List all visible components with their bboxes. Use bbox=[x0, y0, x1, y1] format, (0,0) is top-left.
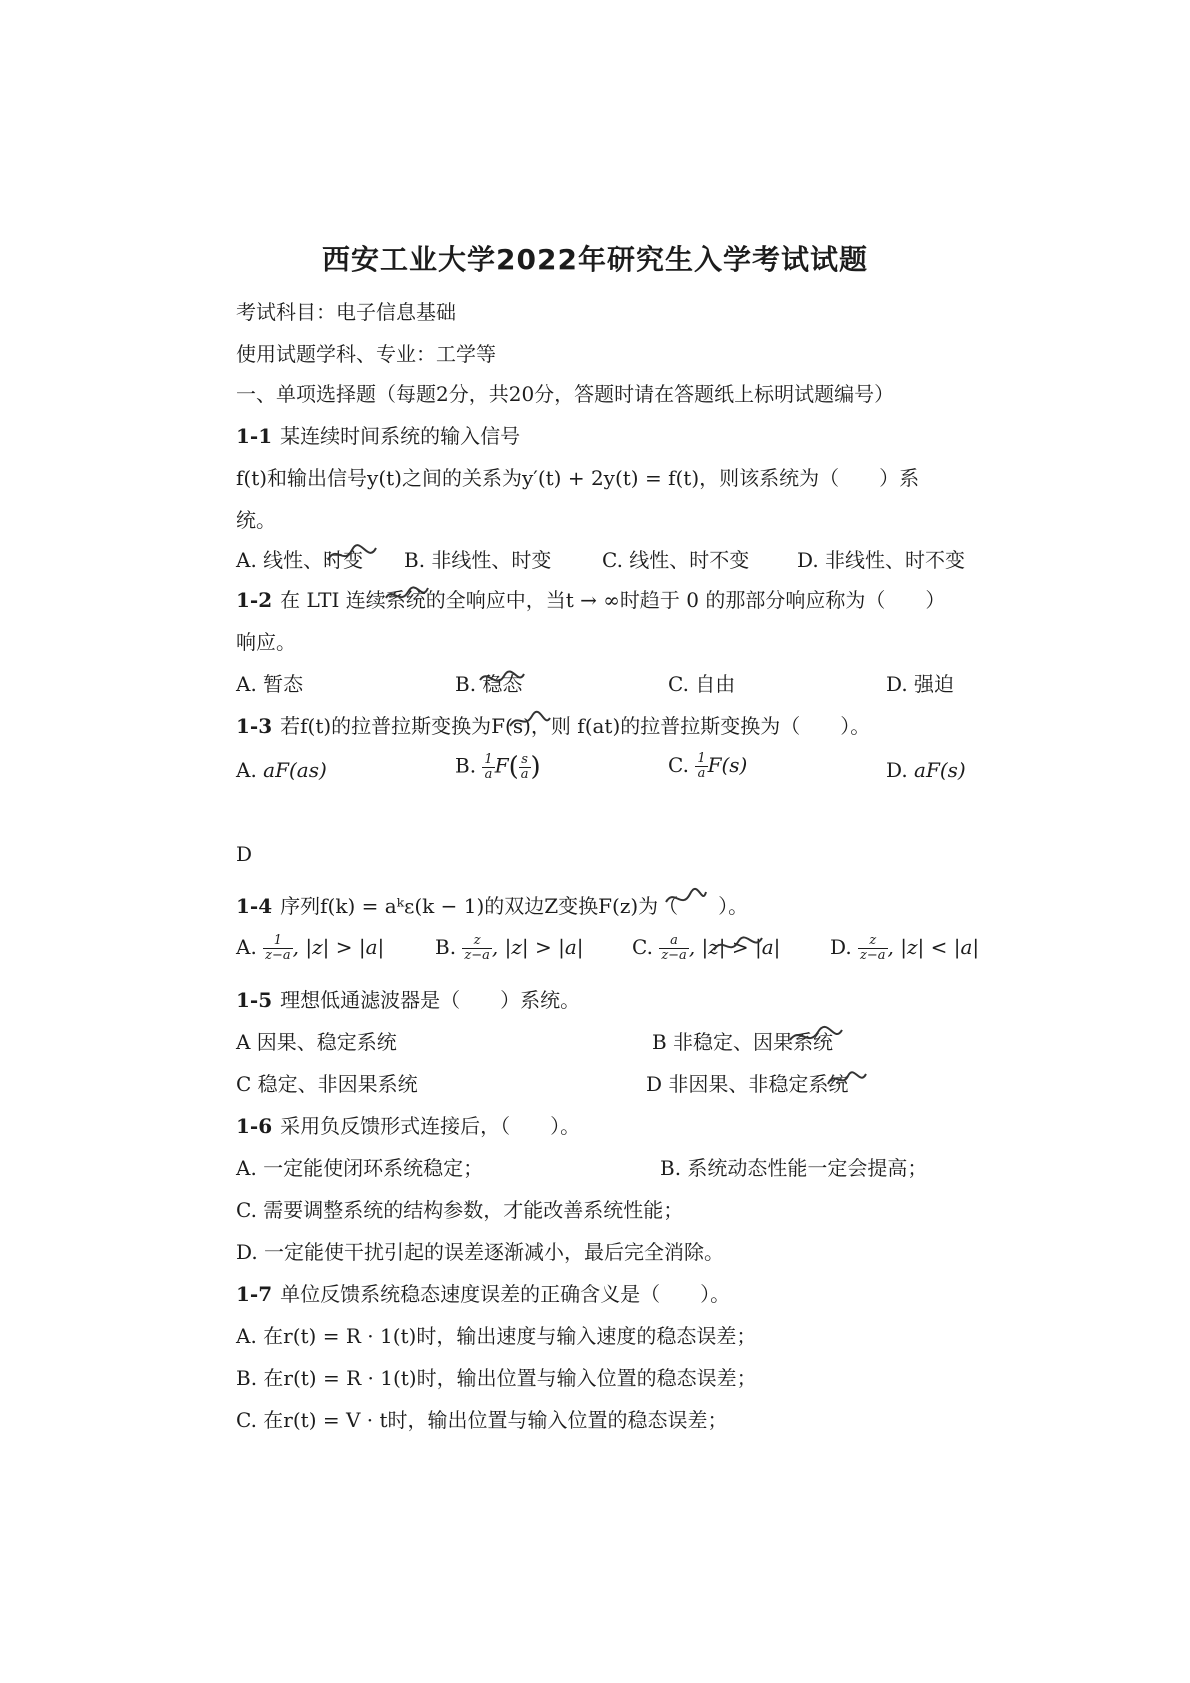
question-1-5 bbox=[236, 984, 580, 1013]
question-stem: 理想低通滤波器是（ ）系统。 bbox=[280, 988, 581, 1012]
question-number: 1-7 bbox=[236, 1282, 273, 1306]
option-b: B. 非线性、时变 bbox=[404, 548, 552, 572]
question-1-1 bbox=[236, 420, 520, 449]
option-c: C. $\frac{1}{a}$ F(s) bbox=[668, 751, 748, 781]
question-stem: 某连续时间系统的输入信号 bbox=[280, 424, 521, 448]
question-1-1-stem-end: 统。 bbox=[236, 508, 276, 532]
option-d: D. 强迫 bbox=[886, 672, 955, 696]
option-a: A. aF(as) bbox=[236, 758, 327, 782]
question-number: 1-4 bbox=[236, 894, 273, 918]
question-number: 1-3 bbox=[236, 714, 273, 738]
section-heading: 一、单项选择题（每题2分，共20分，答题时请在答题纸上标明试题编号） bbox=[236, 382, 895, 406]
question-1-6 bbox=[236, 1110, 580, 1139]
option-b: B 非稳定、因果系统 bbox=[652, 1030, 834, 1054]
option-c: C. 需要调整系统的结构参数，才能改善系统性能； bbox=[236, 1198, 684, 1222]
option-a: A 因果、稳定系统 bbox=[236, 1030, 397, 1054]
question-number: 1-2 bbox=[236, 588, 273, 612]
question-stem: 采用负反馈形式连接后，（ ）。 bbox=[280, 1114, 581, 1138]
question-stem: 序列f(k) = aᵏε(k − 1)的双边Z变换F(z)为（ ）。 bbox=[280, 894, 749, 918]
option-b: B. $\frac{z}{z-a}$ , |z| > |a| bbox=[435, 933, 584, 963]
question-1-1-stem: f(t)和输出信号y(t)之间的关系为y′(t) + 2y(t) = f(t)，则该系统为（ ）系 bbox=[236, 466, 920, 490]
question-1-7 bbox=[236, 1278, 730, 1307]
question-1-2 bbox=[236, 584, 945, 613]
question-stem: 在 LTI 连续系统的全响应中，当t → ∞时趋于 0 的那部分响应称为（ ） bbox=[280, 588, 946, 612]
option-d: D. 非线性、时不变 bbox=[797, 548, 966, 572]
option-a: A. 在r(t) = R · 1(t)时，输出速度与输入速度的稳态误差； bbox=[236, 1324, 757, 1348]
option-b: B. 在r(t) = R · 1(t)时，输出位置与输入位置的稳态误差； bbox=[236, 1366, 757, 1390]
question-stem: 单位反馈系统稳态速度误差的正确含义是（ ）。 bbox=[280, 1282, 731, 1306]
option-a: A. 一定能使闭环系统稳定； bbox=[236, 1156, 484, 1180]
option-b: B. $\frac{1}{a}$ F( $\frac{s}{a}$ ) bbox=[455, 751, 541, 782]
option-a: A. 暂态 bbox=[236, 672, 304, 696]
option-a: A. 线性、时变 bbox=[236, 548, 364, 572]
question-1-4 bbox=[236, 890, 748, 919]
exam-title: 西安工业大学2022年研究生入学考试试题 bbox=[322, 243, 868, 276]
option-a: A. $\frac{1}{z-a}$ , |z| > |a| bbox=[236, 933, 385, 963]
option-d: D. aF(s) bbox=[886, 758, 966, 782]
option-c: C. 自由 bbox=[668, 672, 736, 696]
option-b: B. 系统动态性能一定会提高； bbox=[660, 1156, 928, 1180]
question-1-3 bbox=[236, 710, 870, 739]
exam-subject: 考试科目：电子信息基础 bbox=[236, 300, 456, 324]
option-c: C. 线性、时不变 bbox=[602, 548, 750, 572]
option-c: C. $\frac{a}{z-a}$ , |z| > |a| bbox=[632, 933, 781, 963]
question-number: 1-5 bbox=[236, 988, 273, 1012]
question-1-2-stem-end: 响应。 bbox=[236, 630, 296, 654]
question-number: 1-6 bbox=[236, 1114, 273, 1138]
exam-majors: 使用试题学科、专业：工学等 bbox=[236, 342, 496, 366]
option-b: B. 稳态 bbox=[455, 672, 523, 696]
handwritten-answer: D bbox=[236, 842, 253, 866]
option-c: C. 在r(t) = V · t时，输出位置与输入位置的稳态误差； bbox=[236, 1408, 728, 1432]
question-stem: 若f(t)的拉普拉斯变换为F(s)，则 f(at)的拉普拉斯变换为（ ）。 bbox=[280, 714, 871, 738]
option-c: C 稳定、非因果系统 bbox=[236, 1072, 418, 1096]
option-d: D. $\frac{z}{z-a}$ , |z| < |a| bbox=[830, 933, 980, 963]
option-d: D. 一定能使干扰引起的误差逐渐减小，最后完全消除。 bbox=[236, 1240, 725, 1264]
option-d: D 非因果、非稳定系统 bbox=[646, 1072, 849, 1096]
question-number: 1-1 bbox=[236, 424, 273, 448]
